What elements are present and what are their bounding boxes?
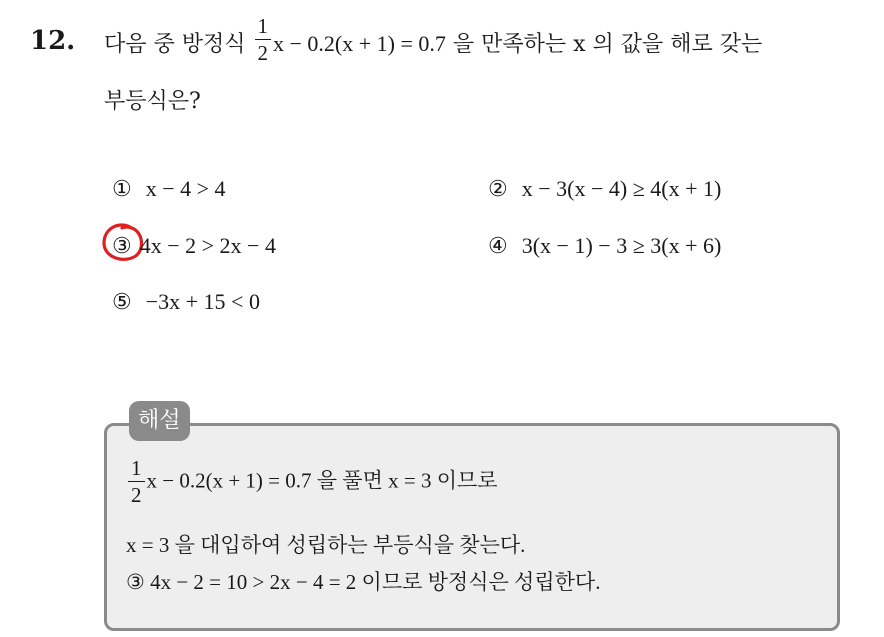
solution-fraction-denominator: 2 [131,483,142,507]
choice-3-text: 4x − 2 > 2x − 4 [139,233,276,258]
solution-line1 [126,458,498,506]
choice-3[interactable] [112,233,276,259]
choice-5-mark: ⑤ [112,290,132,315]
question-suffix: 을 만족하는 x 의 값을 해로 갖는 [452,32,763,57]
choice-5-text: −3x + 15 < 0 [145,289,260,314]
fraction-denominator: 2 [257,41,268,65]
solution-tag: 해설 [129,401,190,441]
choice-5[interactable] [112,289,260,315]
choice-1-text: x − 4 > 4 [145,176,226,201]
choice-4-mark: ④ [488,234,508,259]
choice-2-mark: ② [488,177,508,202]
choice-2[interactable] [488,176,721,202]
choice-2-text: x − 3(x − 4) ≥ 4(x + 1) [521,176,722,201]
choice-4-text: 3(x − 1) − 3 ≥ 3(x + 6) [521,233,722,258]
question-equation: x − 0.2(x + 1) = 0.7 [273,31,446,56]
fraction-numerator: 1 [255,16,272,40]
question-fraction [255,16,272,64]
solution-box [104,423,840,631]
solution-fraction-numerator: 1 [128,458,145,482]
question-text-line1 [104,14,763,65]
question-text-line2: 부등식은? [104,89,201,114]
choice-1-mark: ① [112,177,132,202]
choice-4[interactable] [488,233,721,259]
solution-fraction [128,458,145,506]
solution-line3: ③ 4x − 2 = 10 > 2x − 4 = 2 이므로 방정식은 성립한다. [126,570,601,594]
question-number: 12. [30,26,76,56]
choice-3-mark: ③ [112,234,132,259]
solution-line2: x = 3 을 대입하여 성립하는 부등식을 찾는다. [126,533,526,557]
question-prefix: 다음 중 방정식 [104,32,246,57]
choice-1[interactable] [112,176,226,202]
solution-line1-text: x − 0.2(x + 1) = 0.7 을 풀면 x = 3 이므로 [146,468,498,493]
